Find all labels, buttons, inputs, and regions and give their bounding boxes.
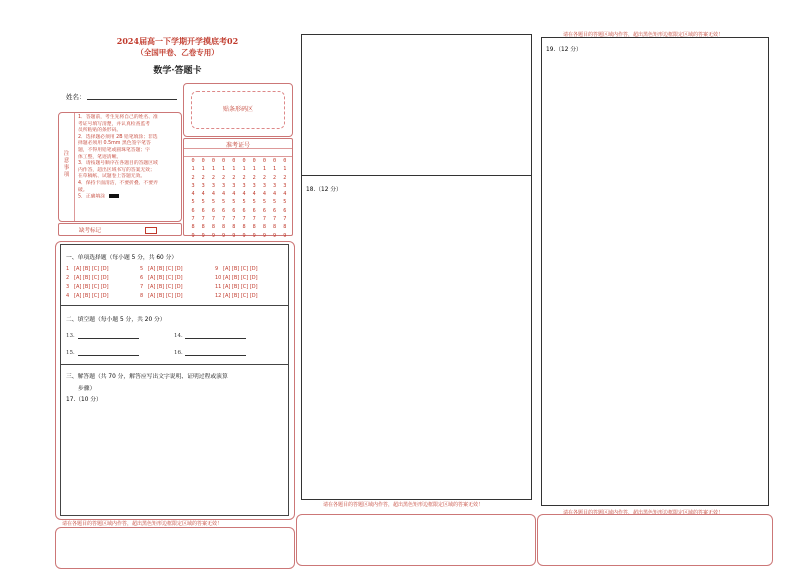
exam-id-digit[interactable]: 5 — [232, 199, 236, 206]
fill-q16-label: 16． — [174, 350, 187, 356]
exam-id-digit[interactable]: 0 — [252, 158, 256, 164]
mc-question-number: 10 — [215, 275, 222, 281]
exam-id-digit[interactable]: 6 — [242, 207, 246, 214]
mc-question-number: 3 — [66, 284, 70, 290]
section3-title: 三、解答题（共 70 分，解答应写出文字说明、证明过程或演算 — [66, 374, 228, 380]
exam-id-digit[interactable]: 9 — [222, 232, 226, 239]
exam-id-digit[interactable]: 4 — [222, 191, 226, 198]
mc-question-number: 8 — [140, 293, 144, 299]
exam-id-digit[interactable]: 4 — [283, 191, 287, 198]
section2-title: 二、填空题（每小题 5 分，共 20 分） — [66, 317, 166, 323]
mc-options[interactable]: [A] [B] [C] [D] — [148, 266, 183, 272]
note-line: 5．正确填涂 — [78, 194, 158, 201]
exam-id-digit[interactable]: 9 — [283, 232, 287, 239]
exam-id-digit[interactable]: 4 — [273, 191, 277, 198]
exam-id-digit[interactable]: 0 — [242, 158, 246, 164]
mc-question-9[interactable] — [215, 266, 258, 272]
exam-id-digit[interactable]: 9 — [191, 232, 195, 239]
warning-right-top: 请在各题目的答题区域内作答，超出黑色矩形边框限定区域的答案无效！ — [563, 32, 724, 38]
exam-id-digit[interactable]: 6 — [222, 207, 226, 214]
exam-id-digit[interactable]: 2 — [222, 174, 226, 181]
mc-question-number: 6 — [140, 275, 144, 281]
exam-id-digit[interactable]: 2 — [273, 174, 277, 181]
exam-id-digit[interactable]: 3 — [262, 182, 266, 189]
exam-id-digit[interactable]: 5 — [222, 199, 226, 206]
mc-question-4[interactable] — [66, 293, 109, 299]
exam-id-column[interactable] — [260, 157, 268, 240]
exam-id-digit[interactable]: 2 — [191, 174, 195, 181]
mc-question-3[interactable] — [66, 284, 109, 290]
exam-id-digit[interactable]: 5 — [283, 199, 287, 206]
exam-id-grid[interactable] — [183, 138, 293, 239]
note-line: 内作答，超出区域书写的答案无效； — [78, 167, 155, 173]
mc-options[interactable]: [A] [B] [C] [D] — [148, 284, 183, 290]
exam-id-digit[interactable]: 0 — [201, 158, 205, 164]
fill-q13-label: 13． — [66, 333, 79, 339]
note-line: 破。 — [78, 187, 88, 193]
mc-question-number: 11 — [215, 284, 222, 290]
note-line: 4．保持卡面清洁，不要折叠、不要弄 — [78, 180, 158, 186]
mc-question-12[interactable] — [215, 293, 258, 299]
exam-id-digit[interactable]: 1 — [232, 166, 236, 173]
exam-title: 2024届高一下学期开学摸底考02 — [116, 36, 239, 46]
exam-id-digit[interactable]: 9 — [242, 232, 246, 239]
notes-heading: 注意事项 — [63, 151, 70, 178]
exam-id-digit[interactable]: 0 — [232, 158, 236, 164]
exam-id-digit[interactable]: 1 — [242, 166, 246, 173]
mc-options[interactable]: [A] [B] [C] [D] — [74, 293, 109, 299]
exam-id-digit[interactable]: 2 — [211, 174, 215, 181]
mc-options[interactable]: [A] [B] [C] [D] — [223, 284, 258, 290]
exam-id-digit[interactable]: 8 — [211, 224, 215, 231]
answer-area-frame-next — [55, 527, 295, 569]
q19-label: 19.（12 分） — [546, 47, 582, 53]
exam-id-digit[interactable]: 2 — [283, 174, 287, 181]
exam-id-digit[interactable]: 6 — [252, 207, 256, 214]
exam-id-digit[interactable]: 9 — [262, 232, 266, 239]
exam-id-digit[interactable]: 4 — [242, 191, 246, 198]
fill-q15-line[interactable] — [78, 355, 139, 356]
exam-id-digit[interactable]: 4 — [211, 191, 215, 198]
mc-question-6[interactable] — [140, 275, 183, 281]
exam-id-digit[interactable]: 6 — [232, 207, 236, 214]
mc-question-10[interactable] — [215, 275, 258, 281]
exam-id-digit[interactable]: 3 — [232, 182, 236, 189]
exam-id-digit[interactable]: 0 — [273, 158, 277, 164]
q18-area[interactable] — [301, 175, 532, 500]
exam-id-column[interactable] — [220, 157, 228, 240]
fill-q16-line[interactable] — [185, 355, 246, 356]
exam-id-digit[interactable]: 4 — [262, 191, 266, 198]
mc-question-number: 2 — [66, 275, 70, 281]
filled-bubble-icon — [109, 194, 119, 198]
subject-title: 数学·答题卡 — [153, 66, 202, 76]
answer-area — [60, 244, 289, 516]
mc-question-number: 5 — [140, 266, 144, 272]
mc-question-number: 4 — [66, 293, 70, 299]
exam-id-digit[interactable]: 8 — [262, 224, 266, 231]
exam-id-digit[interactable]: 9 — [252, 232, 256, 239]
exam-id-digit[interactable]: 1 — [273, 166, 277, 173]
mc-question-8[interactable] — [140, 293, 183, 299]
section3-title-cont: 步骤） — [78, 386, 96, 392]
exam-id-digit[interactable]: 5 — [273, 199, 277, 206]
exam-id-digit[interactable]: 5 — [242, 199, 246, 206]
exam-id-digit[interactable]: 3 — [211, 182, 215, 189]
exam-id-column[interactable] — [189, 157, 197, 240]
section1-title: 一、单项选择题（每小题 5 分，共 60 分） — [66, 255, 178, 261]
exam-id-digit[interactable]: 7 — [273, 216, 277, 223]
mc-options[interactable]: [A] [B] [C] [D] — [74, 284, 109, 290]
exam-id-digit[interactable]: 5 — [252, 199, 256, 206]
notes-box — [58, 112, 182, 222]
exam-id-digit[interactable]: 0 — [222, 158, 226, 164]
absent-box — [58, 223, 182, 236]
exam-id-digit[interactable]: 2 — [201, 174, 205, 181]
exam-id-digit[interactable]: 3 — [252, 182, 256, 189]
exam-id-column[interactable] — [250, 157, 258, 240]
exam-id-digit[interactable]: 1 — [252, 166, 256, 173]
exam-id-label: 准考证号 — [225, 142, 250, 149]
fill-q14-label: 14． — [174, 333, 187, 339]
exam-id-digit[interactable]: 2 — [242, 174, 246, 181]
exam-id-digit[interactable]: 4 — [191, 191, 195, 198]
exam-id-digit[interactable]: 6 — [191, 207, 195, 214]
exam-id-digit[interactable]: 3 — [191, 182, 195, 189]
exam-id-digit[interactable]: 0 — [262, 158, 266, 164]
fill-q15-label: 15． — [66, 350, 79, 356]
answer-area-frame-middle — [296, 514, 536, 566]
mc-options[interactable]: [A] [B] [C] [D] — [148, 275, 183, 281]
exam-id-digit[interactable]: 2 — [252, 174, 256, 181]
fill-q14-line[interactable] — [185, 338, 246, 339]
note-line: 3．请按题号顺序在各题目的答题区域 — [78, 161, 158, 167]
exam-id-column[interactable] — [209, 157, 217, 240]
exam-id-digit[interactable]: 3 — [222, 182, 226, 189]
absent-checkbox[interactable] — [145, 227, 157, 234]
exam-id-digit[interactable]: 8 — [222, 224, 226, 231]
answer-area-frame-right — [537, 514, 773, 566]
exam-id-digit[interactable]: 0 — [191, 158, 195, 164]
exam-id-digit[interactable]: 8 — [242, 224, 246, 231]
exam-id-digit[interactable]: 6 — [273, 207, 277, 214]
exam-id-digit[interactable]: 6 — [283, 207, 287, 214]
mc-question-number: 7 — [140, 284, 144, 290]
note-line: 体工整，笔迹清晰。 — [78, 154, 122, 160]
exam-id-digit[interactable]: 7 — [252, 216, 256, 223]
exam-id-digit[interactable]: 7 — [222, 216, 226, 223]
exam-id-digit[interactable]: 9 — [211, 232, 215, 239]
q19-area[interactable] — [541, 37, 769, 506]
q18-label: 18.（12 分） — [306, 187, 342, 193]
exam-id-digit[interactable]: 1 — [201, 166, 205, 173]
exam-id-digit[interactable]: 2 — [232, 174, 236, 181]
name-field[interactable] — [87, 99, 177, 100]
mc-question-2[interactable] — [66, 275, 109, 281]
mc-options[interactable]: [A] [B] [C] [D] — [148, 293, 183, 299]
exam-id-digit[interactable]: 7 — [262, 216, 266, 223]
exam-id-digit[interactable]: 9 — [232, 232, 236, 239]
exam-id-digit[interactable]: 6 — [211, 207, 215, 214]
exam-id-digit[interactable]: 8 — [232, 224, 236, 231]
exam-id-digit[interactable]: 4 — [232, 191, 236, 198]
exam-id-digit[interactable]: 7 — [191, 216, 195, 223]
mc-question-number: 9 — [215, 266, 219, 272]
exam-id-digit[interactable]: 1 — [191, 166, 195, 173]
exam-id-digit[interactable]: 7 — [283, 216, 287, 223]
warning-middle: 请在各题目的答题区域内作答，超出黑色矩形边框限定区域的答案无效！ — [323, 502, 484, 508]
warning-left: 请在各题目的答题区域内作答，超出黑色矩形边框限定区域的答案无效！ — [62, 521, 223, 527]
exam-id-digit[interactable]: 7 — [232, 216, 236, 223]
mc-question-number: 12 — [215, 293, 222, 299]
mc-options[interactable]: [A] [B] [C] [D] — [74, 275, 109, 281]
note-line: 1．答题前，考生先将自己的姓名、准 — [78, 115, 158, 120]
exam-id-column[interactable] — [271, 157, 279, 240]
mc-options[interactable]: [A] [B] [C] [D] — [223, 275, 258, 281]
exam-id-digit[interactable]: 9 — [273, 232, 277, 239]
fill-q13-line[interactable] — [78, 338, 139, 339]
exam-id-digit[interactable]: 9 — [201, 232, 205, 239]
barcode-frame — [183, 83, 293, 137]
exam-id-column[interactable] — [230, 157, 238, 240]
mc-question-7[interactable] — [140, 284, 183, 290]
exam-id-digit[interactable]: 1 — [222, 166, 226, 173]
exam-id-digit[interactable]: 3 — [201, 182, 205, 189]
barcode-label: 贴条形码区 — [222, 106, 253, 113]
exam-id-digit[interactable]: 8 — [273, 224, 277, 231]
exam-id-digit[interactable]: 6 — [201, 207, 205, 214]
exam-id-digit[interactable]: 0 — [283, 158, 287, 164]
mc-options[interactable]: [A] [B] [C] [D] — [74, 266, 109, 272]
note-line: 2．选择题必须用 2B 铅笔填涂；非选 — [78, 134, 158, 140]
exam-id-digit[interactable]: 4 — [252, 191, 256, 198]
exam-id-digit[interactable]: 8 — [201, 224, 205, 231]
exam-id-digit[interactable]: 7 — [201, 216, 205, 223]
exam-id-digit[interactable]: 5 — [262, 199, 266, 206]
mc-options[interactable]: [A] [B] [C] [D] — [223, 293, 258, 299]
exam-id-digit[interactable]: 3 — [283, 182, 287, 189]
warning-right-bottom: 请在各题目的答题区域内作答，超出黑色矩形边框限定区域的答案无效！ — [563, 510, 724, 516]
exam-id-digit[interactable]: 4 — [201, 191, 205, 198]
note-line: 考证号填写清楚，并认真检查监考 — [78, 121, 150, 127]
exam-id-column[interactable] — [240, 157, 248, 240]
exam-id-column[interactable] — [199, 157, 207, 240]
exam-id-column[interactable] — [281, 157, 289, 240]
note-line: 题，不得用铅笔或圆珠笔答题；字 — [78, 147, 150, 153]
note-line: 在草稿纸、试题卷上答题无效。 — [78, 174, 146, 180]
mc-question-number: 1 — [66, 266, 70, 272]
exam-subtitle: （全国甲卷、乙卷专用） — [136, 48, 219, 57]
exam-id-digit[interactable]: 8 — [283, 224, 287, 231]
exam-id-digit[interactable]: 5 — [191, 199, 195, 206]
exam-id-digit[interactable]: 3 — [273, 182, 277, 189]
mc-question-5[interactable] — [140, 266, 183, 272]
mc-question-11[interactable] — [215, 284, 258, 290]
exam-id-digit[interactable]: 1 — [262, 166, 266, 173]
q-prev-area[interactable] — [301, 34, 532, 176]
exam-id-digit[interactable]: 1 — [211, 166, 215, 173]
absent-label: 缺考标记 — [79, 228, 102, 234]
exam-id-digit[interactable]: 5 — [201, 199, 205, 206]
name-label: 姓名： — [66, 93, 86, 101]
note-line: 择题必须用 0.5mm 黑色签字笔答 — [78, 141, 151, 147]
note-line: 员所粘贴的条形码。 — [78, 128, 122, 134]
exam-id-digit[interactable]: 6 — [262, 207, 266, 214]
exam-id-digit[interactable]: 8 — [191, 224, 195, 231]
exam-id-digit[interactable]: 8 — [252, 224, 256, 231]
q17-label: 17.（10 分） — [66, 397, 102, 403]
exam-id-digit[interactable]: 0 — [211, 158, 215, 164]
exam-id-digit[interactable]: 3 — [242, 182, 246, 189]
mc-question-1[interactable] — [66, 266, 109, 272]
exam-id-digit[interactable]: 1 — [283, 166, 287, 173]
exam-id-digit[interactable]: 2 — [262, 174, 266, 181]
exam-id-digit[interactable]: 7 — [242, 216, 246, 223]
mc-options[interactable]: [A] [B] [C] [D] — [223, 266, 258, 272]
exam-id-digit[interactable]: 5 — [211, 199, 215, 206]
exam-id-digit[interactable]: 7 — [211, 216, 215, 223]
